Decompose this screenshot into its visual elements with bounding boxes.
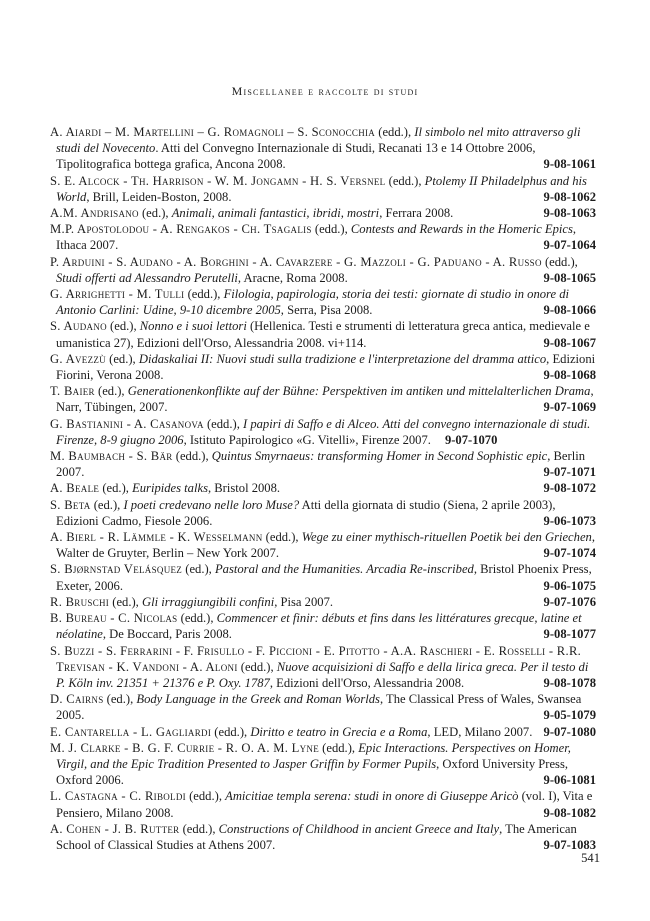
entry-role: (ed.), [106,319,140,334]
entry-authors: M. Baumbach - S. Bär [50,449,173,464]
entry-code: 9-08-1077 [543,627,596,642]
entry-title: Diritto e teatro in Grecia e a Roma [250,724,428,739]
entry-authors: T. Baier [50,384,95,399]
bibliography-entry [50,594,596,610]
entry-authors: G. Arrighetti - M. Tulli [50,287,185,302]
entry-code: 9-05-1079 [543,708,596,723]
entry-code: 9-07-1071 [543,465,596,480]
entry-title: Wege zu einer mythisch-rituellen Poetik bei den Griechen [301,530,592,545]
entry-details: , Ferrara 2008. [379,206,454,221]
entry-authors: S. E. Alcock - Th. Harrison - W. M. Jongamn - H. S. Versnel [50,173,386,188]
entry-code: 9-07-1074 [543,546,596,561]
entry-authors: D. Cairns [50,692,104,707]
entry-details: , Edizioni Fiorini, Verona 2008. [56,351,596,383]
bibliography-entry [50,205,596,221]
entry-code: 9-07-1064 [543,238,596,253]
entry-details: . Atti del Convegno Internazionale di Studi, Recanati 13 e 14 Ottobre 2006, Tipolitografica bottega grafica, Ancona 2008. [56,141,536,172]
bibliography-entry [50,724,596,740]
entry-authors: A. Cohen - J. B. Rutter [50,821,180,836]
entry-role: (ed.), [103,692,137,707]
entry-role: (ed.), [138,206,172,221]
entry-title: Commencer et finir: débuts et fins dans les littératures grecque, latine et néolatine [56,611,582,642]
bibliography-entry [50,497,596,529]
entry-code: 9-08-1078 [543,675,596,690]
entry-role: (ed.), [99,481,133,496]
entry-code: 9-07-1083 [543,837,596,852]
entry-title: Amicitiae templa serena: studi in onore di Giuseppe Aricò [225,789,519,804]
entry-title: Quintus Smyrnaeus: transforming Homer in Second Sophistic epic [211,449,548,464]
entry-authors: G. Bastianini - A. Casanova [50,416,204,431]
entry-role: (edd.), [311,222,351,237]
entry-role: (edd.), [172,449,212,464]
entry-code: 9-07-1070 [444,432,498,447]
entry-details: , LED, Milano 2007. [427,724,533,739]
bibliography-entry [50,173,596,205]
bibliography-entry [50,254,596,286]
entry-code: 9-07-1076 [543,594,596,609]
entry-title: Euripides talks [132,481,208,496]
bibliography-entry [50,561,596,593]
entry-authors: E. Cantarella - L. Gagliardi [50,724,212,739]
entry-title: Ptolemy II Philadelphus and his World [56,173,587,204]
bibliography-list [50,124,596,853]
entry-authors: A. Beale [50,481,100,496]
entry-code: 9-06-1081 [543,773,596,788]
entry-details: (Hellenica. Testi e strumenti di letteratura greca antica, medievale e umanistica 27), Edizioni dell'Orso, Alessandria 2008. vi+114. [56,319,590,350]
entry-code: 9-08-1065 [543,270,596,285]
entry-authors: S. Bjørnstad Velásquez [50,562,183,577]
entry-code: 9-08-1072 [543,481,596,496]
bibliography-entry [50,124,596,173]
entry-code: 9-08-1067 [543,335,596,350]
entry-title: Constructions of Childhood in ancient Greece and Italy [218,821,500,836]
bibliography-entry [50,740,596,789]
entry-role: (edd.), [237,659,277,674]
entry-details: , Bristol 2008. [207,481,281,496]
entry-details: , The Classical Press of Wales, Swansea 2005. [56,692,582,723]
entry-code: 9-08-1068 [543,368,596,383]
bibliography-entry [50,351,596,383]
entry-title: Il simbolo nel mito attraverso gli studi del Novecento [56,125,581,156]
entry-details: (vol. I), Vita e Pensiero, Milano 2008. [56,789,593,820]
entry-details: , Edizioni dell'Orso, Alessandria 2008. [269,675,465,690]
entry-title: Body Language in the Greek and Roman Worlds [136,692,380,707]
entry-authors: B. Bureau - C. Nicolas [50,611,178,626]
entry-authors: G. Avezzù [50,351,106,366]
entry-code: 9-08-1066 [543,303,596,318]
bibliography-entry [50,821,596,853]
entry-details: , Brill, Leiden-Boston, 2008. [86,189,232,204]
bibliography-entry [50,610,596,642]
entry-details: , Serra, Pisa 2008. [280,303,373,318]
entry-role: (edd.), [203,416,243,431]
bibliography-entry [50,529,596,561]
entry-details: , Bristol Phoenix Press, Exeter, 2006. [56,562,592,593]
entry-role: (edd.), [184,287,224,302]
entry-role: (edd.), [185,789,226,804]
entry-details: Atti della giornata di studio (Siena, 2 aprile 2003), Edizioni Cadmo, Fiesole 2006. [56,497,556,528]
entry-authors: M. J. Clarke - B. G. F. Currie - R. O. A. M. Lyne [50,740,320,755]
entry-details: , De Boccard, Paris 2008. [102,627,232,642]
entry-details: , Pisa 2007. [274,594,334,609]
entry-authors: P. Arduini - S. Audano - A. Borghini - A. Cavarzere - G. Mazzoli - G. Paduano - A. Russo [50,254,542,269]
entry-details: , The American School of Classical Studies at Athens 2007. [56,821,577,852]
page-title: Miscellanee e raccolte di studi [231,84,419,98]
bibliography-entry [50,788,596,820]
bibliography-entry [50,480,596,496]
entry-code: 9-07-1080 [543,724,596,739]
bibliography-entry [50,286,596,318]
entry-role: (ed.), [90,497,124,512]
entry-details: , Berlin 2007. [56,449,586,480]
entry-title: Gli irraggiungibili confini [141,594,275,609]
entry-code: 9-08-1082 [543,805,596,820]
bibliography-entry [50,318,596,350]
bibliography-entry [50,221,596,253]
page-number: 541 [581,851,600,865]
entry-role: (edd.), [262,530,302,545]
entry-authors: A.M. Andrisano [50,206,139,221]
entry-authors: R. Bruschi [50,594,110,609]
entry-authors: S. Beta [50,497,91,512]
entry-authors: L. Castagna - C. Riboldi [50,789,186,804]
entry-authors: A. Bierl - R. Lämmle - K. Wesselmann [50,530,263,545]
entry-details: , Oxford University Press, Oxford 2006. [56,756,568,788]
entry-role: (ed.), [109,594,142,609]
entry-role: (ed.), [94,384,128,399]
entry-title: Animali, animali fantastici, ibridi, mostri [171,206,380,221]
entry-code: 9-07-1069 [543,400,596,415]
entry-title: Generationenkonflikte auf der Bühne: Perspektiven im antiken und mittelalterlichen Drama [127,384,591,399]
entry-role: (edd.), [385,173,425,188]
entry-code: 9-06-1075 [543,578,596,593]
entry-code: 9-08-1063 [543,206,596,221]
entry-title: Studi offerti ad Alessandro Perutelli [56,270,238,285]
entry-title: Didaskaliai II: Nuovi studi sulla tradizione e l'interpretazione del dramma attico [138,351,547,366]
entry-title: Nonno e i suoi lettori [139,319,247,334]
entry-authors: M.P. Apostolodou - A. Rengakos - Ch. Tsagalis [50,222,312,237]
bibliography-entry [50,416,596,448]
entry-role: (edd.), [319,740,359,755]
entry-details: , Istituto Papirologico «G. Vitelli», Firenze 2007. [183,432,431,447]
entry-details: , Narr, Tübingen, 2007. [56,384,594,415]
entry-details: , Aracne, Roma 2008. [237,270,348,285]
entry-title: I papiri di Saffo e di Alceo. Atti del convegno internazionale di studi. Firenze, 8-9 giugno 2006 [56,416,591,447]
entry-authors: S. Buzzi - S. Ferrarini - F. Frisullo - F. Piccioni - E. Pitotto - A.A. Raschieri - E. Rosselli - R.R. Trevisan - K. Vandoni - A. Aloni [50,643,582,674]
entry-title: Contests and Rewards in the Homeric Epics [350,222,573,237]
bibliography-entry [50,383,596,415]
entry-code: 9-08-1061 [543,157,596,172]
entry-authors: A. Aiardi – M. Martellini – G. Romagnoli – S. Sconocchia [50,125,376,139]
bibliography-entry [50,691,596,723]
entry-role: (ed.), [105,351,139,366]
entry-role: (edd.), [179,821,219,836]
entry-code: 9-08-1062 [543,189,596,204]
entry-title: I poeti credevano nelle loro Muse? [123,497,300,512]
entry-code: 9-06-1073 [543,513,596,528]
entry-role: (ed.), [182,562,215,577]
entry-role: (edd.), [177,611,217,626]
entry-authors: S. Audano [50,319,107,334]
entry-details: , Walter de Gruyter, Berlin – New York 2007. [56,530,595,561]
entry-title: Epic Interactions. Perspectives on Homer, Virgil, and the Epic Tradition Presented to Jasper Griffin by Former Pupils [56,740,571,771]
entry-title: Filologia, papirologia, storia dei testi: giornate di studio in onore di Antonio Carlini: Udine, 9-10 dicembre 2005 [56,287,570,318]
bibliography-entry [50,643,596,692]
bibliography-entry [50,448,596,480]
entry-title: Pastoral and the Humanities. Arcadia Re-inscribed [214,562,474,577]
entry-details: , Ithaca 2007. [56,222,577,253]
entry-role: (edd.), [541,254,578,269]
entry-role: (edd.), [211,724,251,739]
entry-title: Nuove acquisizioni di Saffo e della lirica greca. Per il testo di P. Köln inv. 21351 + 21376 e P. Oxy. 1787 [56,659,589,690]
entry-role: (edd.), [375,125,415,139]
